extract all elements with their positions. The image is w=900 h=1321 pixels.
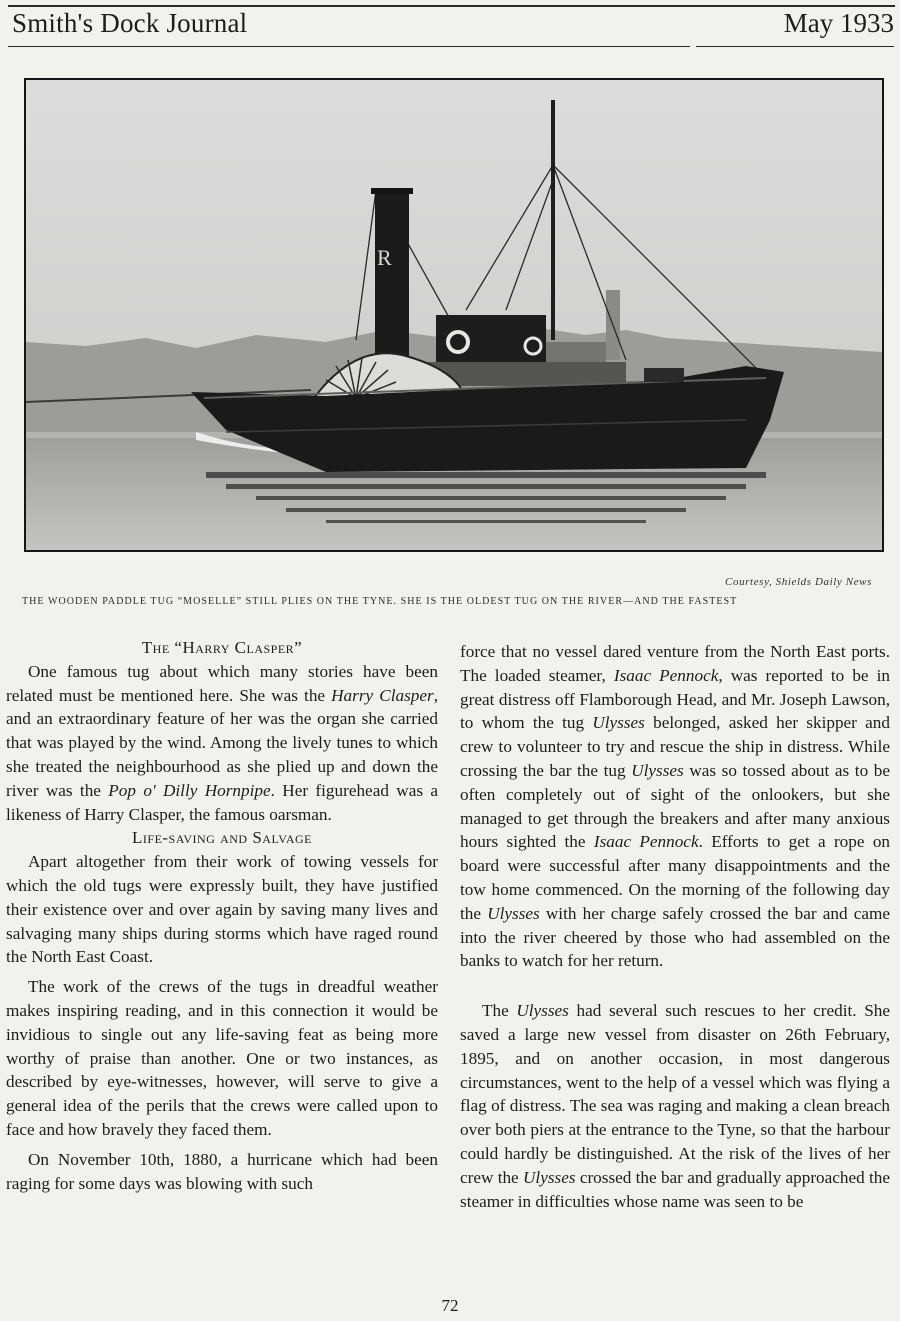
ship-name: Ulysses xyxy=(487,903,540,923)
section-heading-harry-clasper: The “Harry Clasper” xyxy=(141,638,303,657)
photo-credit: Courtesy, Shields Daily News xyxy=(725,576,872,588)
ship-name: Ulysses xyxy=(592,713,645,733)
tune-name: Pop o' Dilly Hornpipe xyxy=(108,780,271,800)
ship-name: Ulysses xyxy=(523,1167,576,1187)
text-run: force that no vessel dared venture from the North East ports. The loaded steamer, xyxy=(460,642,890,685)
article-left-column xyxy=(6,636,438,1195)
text-run: , was reported to be in great distress off Flamborough Head, and Mr. Joseph Lawson, to whom the tug xyxy=(460,665,890,733)
ship-name: Harry Clasper xyxy=(331,685,434,705)
text-run: belonged, asked her skipper and crew to volunteer to try and rescue the ship in distress. While crossing the bar the tug xyxy=(460,713,890,780)
mast xyxy=(551,100,555,340)
header-top-rule xyxy=(8,5,895,7)
text-run: with her charge safely crossed the bar and came into the river cheered by those who had assembled on the banks to watch for her return. xyxy=(460,903,890,971)
deckhouse xyxy=(436,315,546,367)
text-run: , and an extraordinary feature of her was the organ she carried that was played by the wind. Among the lively tunes to which she treated the neighbourhood as she plied up and down the river was the xyxy=(6,685,438,800)
paragraph: On November 10th, 1880, a hurricane which had been raging for some days was blowing with such xyxy=(6,1149,438,1193)
paragraph xyxy=(460,640,890,973)
header-rule-right xyxy=(696,46,894,47)
text-run: . Efforts to get a rope on board were successful after many disappointments and the tow home commenced. On the morning of the following day the xyxy=(460,832,891,923)
paragraph: Apart altogether from their work of towing vessels for which the old tugs were expressly built, they have justified their existence over and over again by saving many lives and salvaging many ships during storms which have raged round the North East Coast. xyxy=(6,852,438,967)
article-right-column xyxy=(460,640,890,1213)
section-heading-life-saving: Life-saving and Salvage xyxy=(132,828,312,848)
photo-caption: THE WOODEN PADDLE TUG “MOSELLE” STILL PLIES ON THE TYNE. SHE IS THE OLDEST TUG ON THE RIVER—AND THE FASTEST xyxy=(22,596,738,607)
page-number: 72 xyxy=(441,1296,459,1315)
text-run: crossed the bar and gradually approached the steamer in difficulties whose name was seen to be xyxy=(460,1167,891,1211)
ship-name: Ulysses xyxy=(631,760,684,780)
funnel xyxy=(375,190,409,360)
ship-name: Ulysses xyxy=(516,1001,569,1021)
text-run: The xyxy=(482,1001,517,1021)
text-run: was so tossed about as to be often completely out of sight of the onlookers, but she managed to get through the breakers and after many anxious hours sighted the xyxy=(460,760,890,852)
journal-title: Smith's Dock Journal xyxy=(12,8,248,38)
ship-name: Isaac Pennock xyxy=(593,832,699,852)
paddle-tug-photo xyxy=(24,78,884,552)
funnel-letter: R xyxy=(377,245,392,270)
text-run: . Her figurehead was a likeness of Harry Clasper, the famous oarsman. xyxy=(6,780,439,824)
paragraph: The work of the crews of the tugs in dreadful weather makes inspiring reading, and in this connection it would be invidious to single out any life-saving feat as being more worthy of praise than another. One or two instances, as described by eye-witnesses, however, will serve to give a general idea of the perils that the crews were called upon to face and how bravely they faced them. xyxy=(6,977,438,1139)
header-rule-left xyxy=(8,46,690,47)
ship-name: Isaac Pennock xyxy=(613,665,719,685)
paragraph xyxy=(460,999,890,1213)
text-run: had several such rescues to her credit. She saved a large new vessel from disaster on 26th February, 1895, and on another occasion, in most dangerous circumstances, went to the help of a vessel which was flying a flag of distress. The sea was raging and making a clean breach over both piers at the entrance to the Tyne, so that the harbour could hardly be distinguished. At the risk of the lives of her crew the xyxy=(460,1001,890,1187)
text-run: One famous tug about which many stories have been related must be mentioned here. She was the xyxy=(6,661,438,705)
paragraph xyxy=(6,660,438,827)
issue-date: May 1933 xyxy=(783,8,894,38)
